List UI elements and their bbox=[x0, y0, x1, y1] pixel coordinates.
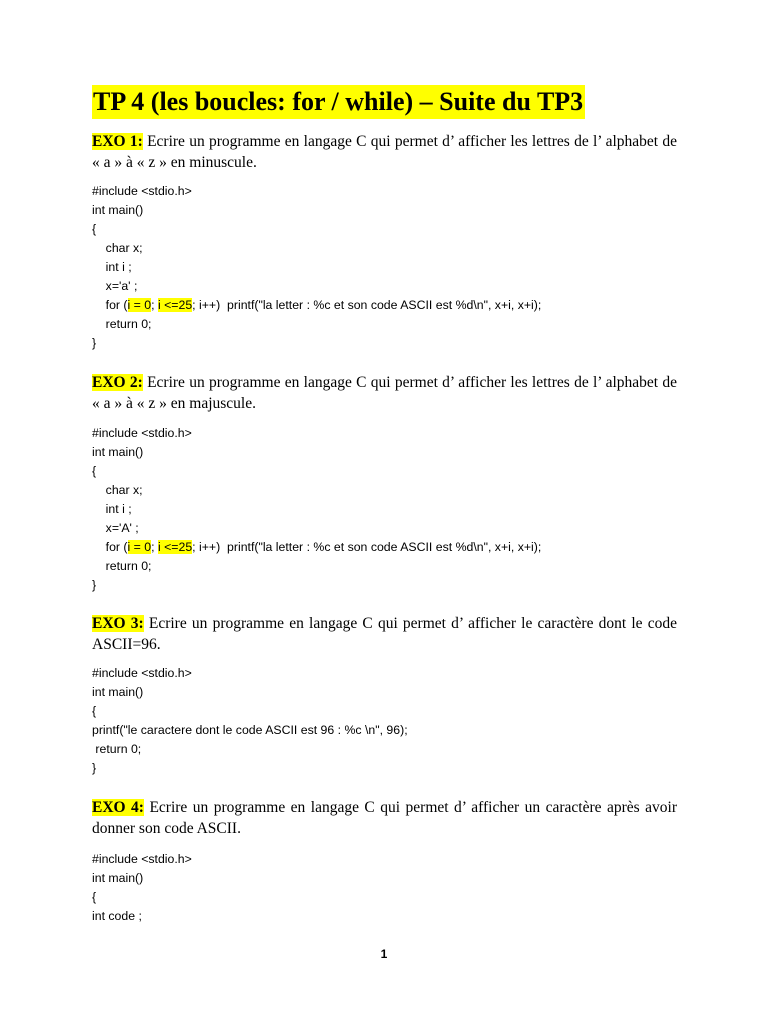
exo-3-text: Ecrire un programme en langage C qui permet d’ afficher le caractère dont le code ASCII=96. bbox=[92, 615, 678, 653]
code-line: int main() bbox=[92, 445, 144, 459]
code-line: x='a' ; bbox=[92, 279, 138, 293]
code-line: { bbox=[92, 890, 97, 904]
exo-1-label: EXO 1: bbox=[92, 133, 143, 150]
code-line: #include <stdio.h> bbox=[92, 184, 192, 198]
code-line: #include <stdio.h> bbox=[92, 426, 192, 440]
exo-1-text: Ecrire un programme en langage C qui permet d’ afficher les lettres de l’ alphabet de « a » à « z » en minuscule. bbox=[92, 133, 678, 171]
code-fragment: ; bbox=[151, 540, 158, 554]
code-fragment: ; i++) printf("la letter : %c et son code ASCII est %d\n", x+i, x+i); bbox=[192, 540, 542, 554]
code-line-for-loop bbox=[92, 296, 541, 315]
highlight-condition: i <=25 bbox=[157, 298, 193, 312]
code-line: printf("le caractere dont le code ASCII est 96 : %c \n", 96); bbox=[92, 723, 408, 737]
code-fragment: ; i++) printf("la letter : %c et son code ASCII est %d\n", x+i, x+i); bbox=[192, 298, 542, 312]
code-line: char x; bbox=[92, 483, 143, 497]
exo-3-statement bbox=[92, 613, 677, 655]
page-number: 1 bbox=[380, 947, 388, 961]
code-line: int code ; bbox=[92, 909, 142, 923]
highlight-init: i = 0 bbox=[127, 540, 152, 554]
exo-4-label: EXO 4: bbox=[92, 799, 144, 816]
code-fragment: for ( bbox=[92, 298, 128, 312]
code-line: #include <stdio.h> bbox=[92, 666, 192, 680]
code-line: int i ; bbox=[92, 260, 132, 274]
exo-2-text: Ecrire un programme en langage C qui permet d’ afficher les lettres de l’ alphabet de « a » à « z » en majuscule. bbox=[92, 374, 678, 412]
exo-2-statement bbox=[92, 372, 677, 414]
code-fragment: for ( bbox=[92, 540, 128, 554]
code-line: { bbox=[92, 704, 97, 718]
code-fragment: ; bbox=[151, 298, 158, 312]
code-line: int main() bbox=[92, 203, 144, 217]
exo-3-label: EXO 3: bbox=[92, 615, 144, 632]
exo-2-code bbox=[92, 424, 541, 595]
page-title: TP 4 (les boucles: for / while) – Suite du TP3 bbox=[92, 85, 585, 119]
code-line: return 0; bbox=[92, 742, 142, 756]
code-line: } bbox=[92, 578, 97, 592]
code-line: int i ; bbox=[92, 502, 132, 516]
exo-2-label: EXO 2: bbox=[92, 374, 143, 391]
code-line: return 0; bbox=[92, 559, 152, 573]
code-line: int main() bbox=[92, 685, 144, 699]
code-line: char x; bbox=[92, 241, 143, 255]
code-line: { bbox=[92, 222, 97, 236]
code-line: int main() bbox=[92, 871, 144, 885]
exo-3-code bbox=[92, 664, 408, 778]
exo-4-statement bbox=[92, 797, 677, 839]
exo-1-statement bbox=[92, 131, 677, 173]
exo-4-code bbox=[92, 850, 192, 926]
code-line: return 0; bbox=[92, 317, 152, 331]
code-line: } bbox=[92, 761, 97, 775]
code-line-for-loop bbox=[92, 538, 541, 557]
highlight-init: i = 0 bbox=[127, 298, 152, 312]
exo-1-code bbox=[92, 182, 541, 353]
code-line: } bbox=[92, 336, 97, 350]
code-line: #include <stdio.h> bbox=[92, 852, 192, 866]
highlight-condition: i <=25 bbox=[157, 540, 193, 554]
exo-4-text: Ecrire un programme en langage C qui permet d’ afficher un caractère après avoir donner son code ASCII. bbox=[92, 799, 678, 837]
code-line: { bbox=[92, 464, 97, 478]
code-line: x='A' ; bbox=[92, 521, 139, 535]
